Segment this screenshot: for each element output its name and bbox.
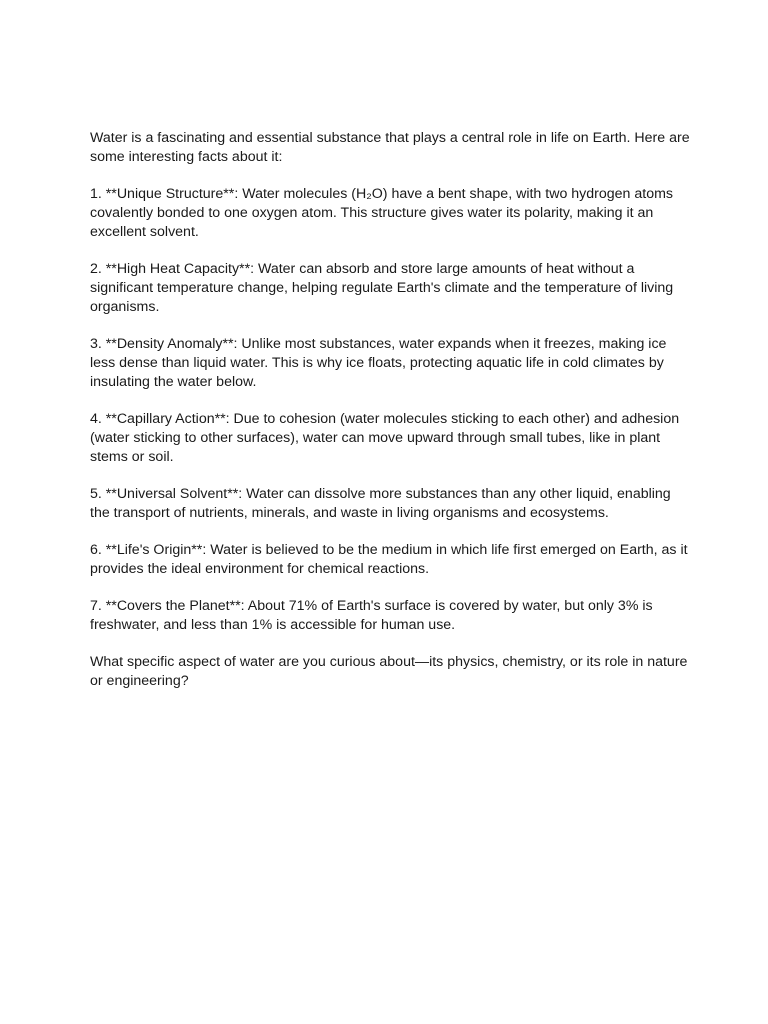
fact-paragraph-6: 6. **Life's Origin**: Water is believed to be the medium in which life first emerged on Earth, as it provides the ideal environment for chemical reactions. — [90, 542, 688, 577]
fact-paragraph-3: 3. **Density Anomaly**: Unlike most substances, water expands when it freezes, making ice less dense than liquid water. This is why ice floats, protecting aquatic life in cold climates by insulating the water below. — [90, 336, 667, 390]
fact-paragraph-2: 2. **High Heat Capacity**: Water can absorb and store large amounts of heat without a significant temperature change, helping regulate Earth's climate and the temperature of living organisms. — [90, 261, 674, 315]
document-body — [90, 129, 690, 709]
closing-paragraph: What specific aspect of water are you curious about—its physics, chemistry, or its role in nature or engineering? — [90, 654, 688, 689]
intro-paragraph: Water is a fascinating and essential substance that plays a central role in life on Earth. Here are some interesting facts about it: — [90, 130, 690, 165]
fact-paragraph-5: 5. **Universal Solvent**: Water can dissolve more substances than any other liquid, enabling the transport of nutrients, minerals, and waste in living organisms and ecosystems. — [90, 486, 671, 521]
fact-paragraph-7: 7. **Covers the Planet**: About 71% of Earth's surface is covered by water, but only 3% is freshwater, and less than 1% is accessible for human use. — [90, 598, 653, 633]
fact-paragraph-1: 1. **Unique Structure**: Water molecules (H₂O) have a bent shape, with two hydrogen atoms covalently bonded to one oxygen atom. This structure gives water its polarity, making it an excellent solvent. — [90, 186, 674, 240]
fact-paragraph-4: 4. **Capillary Action**: Due to cohesion (water molecules sticking to each other) and adhesion (water sticking to other surfaces), water can move upward through small tubes, like in plant stems or soil. — [90, 411, 680, 465]
